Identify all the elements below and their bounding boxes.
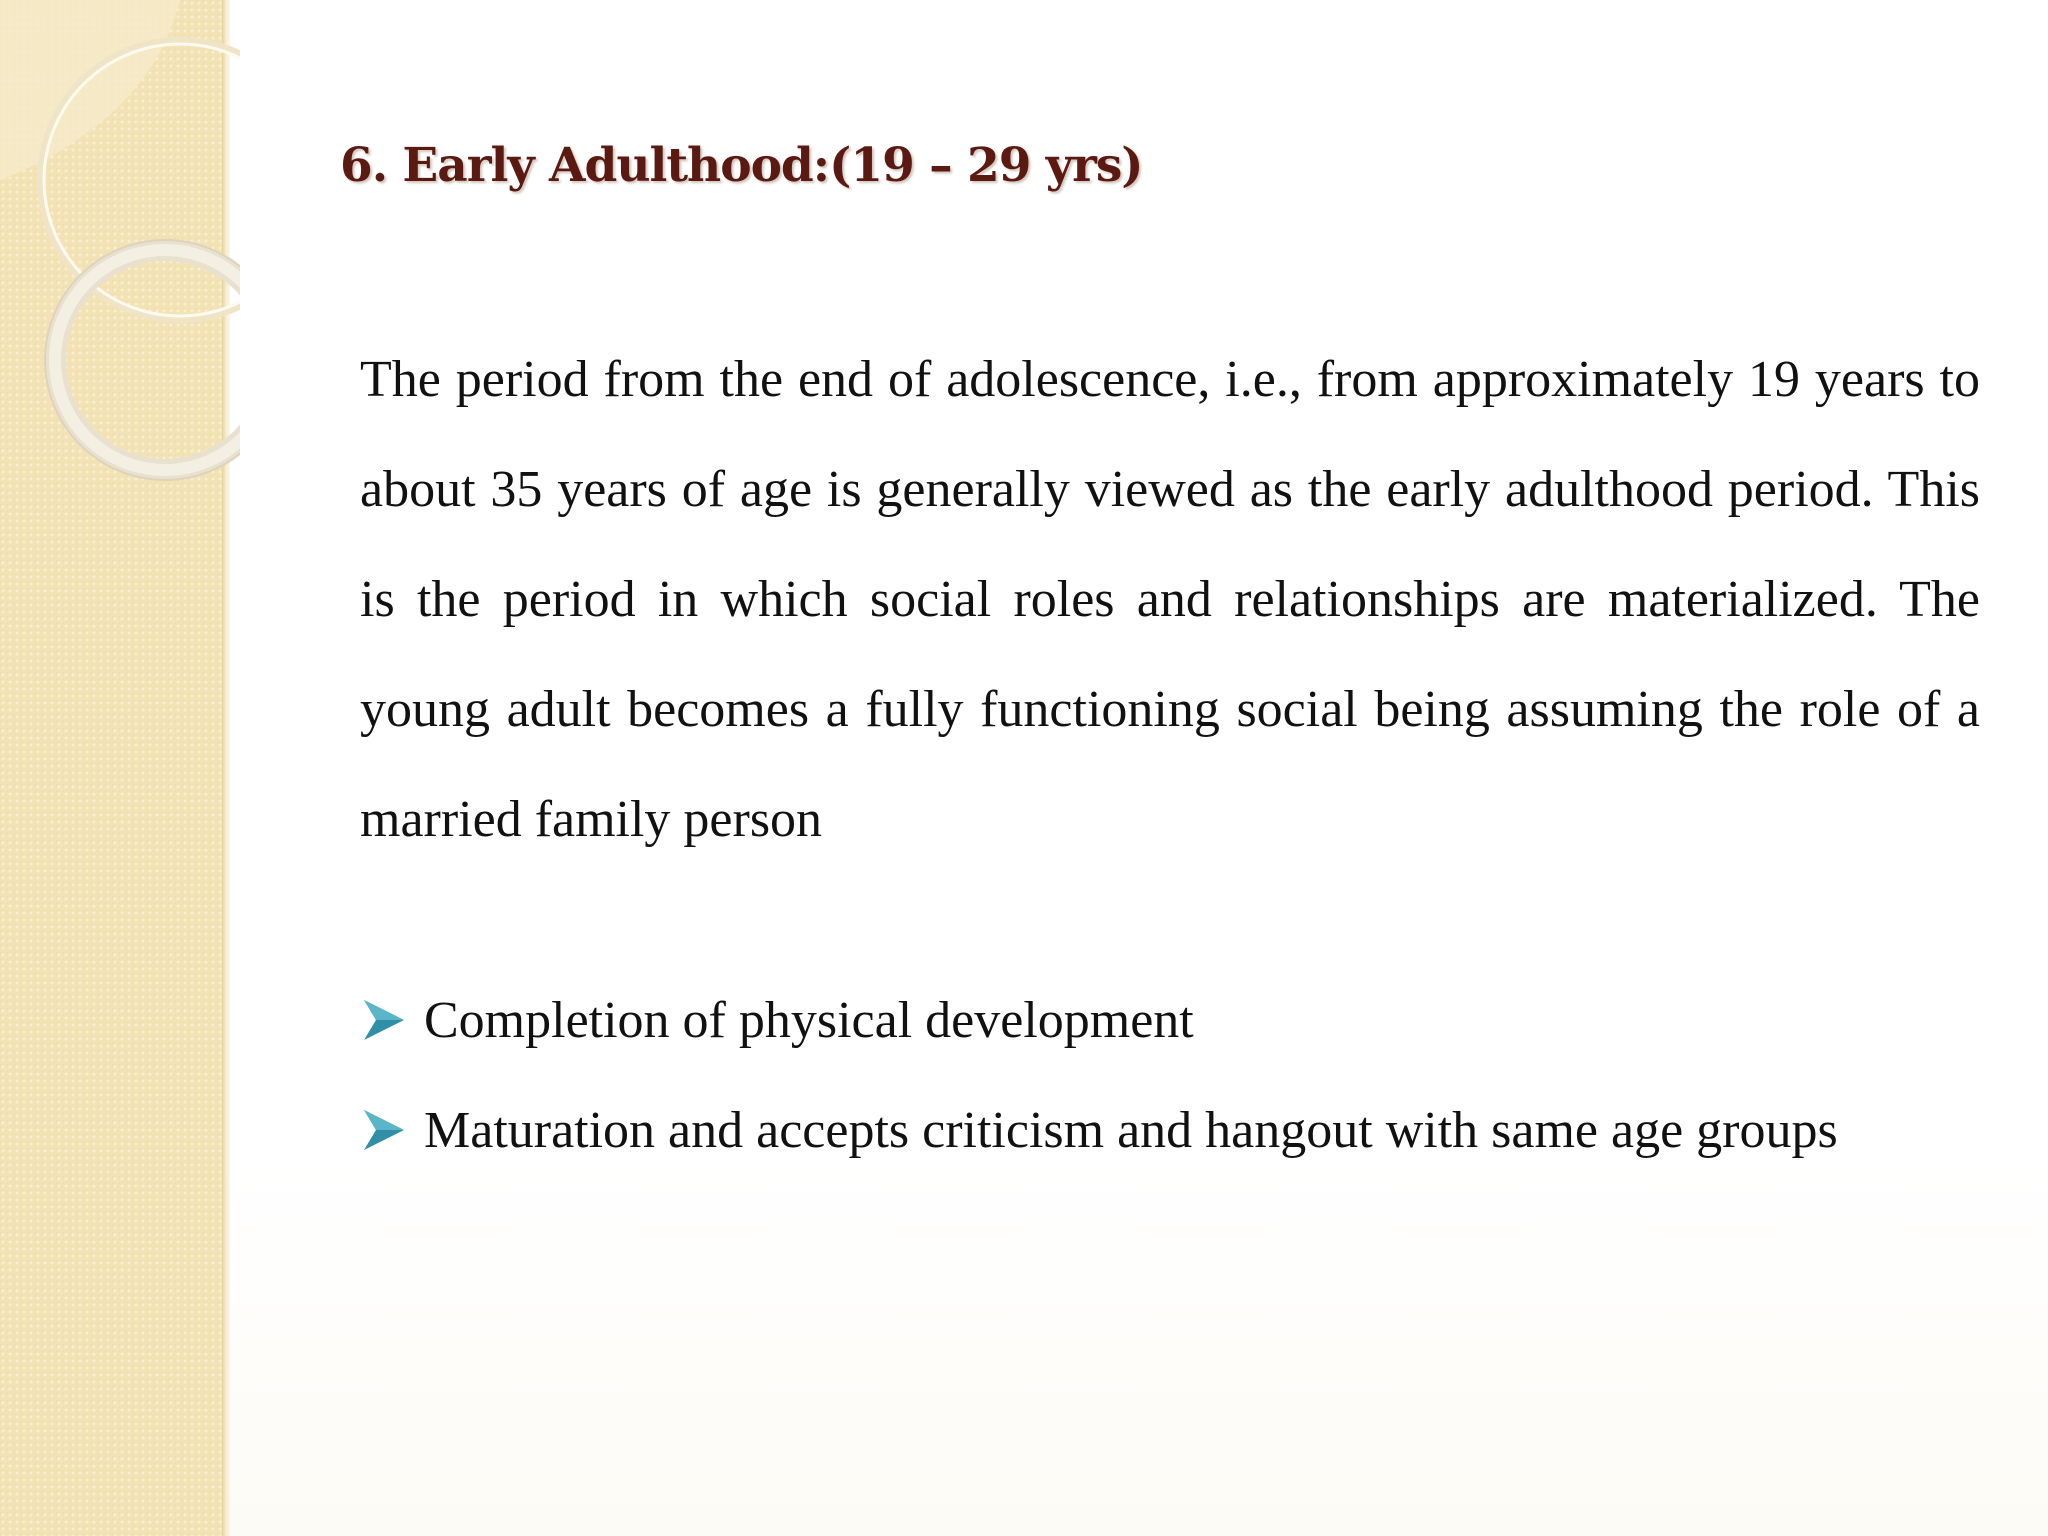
slide-title: 6. Early Adulthood:(19 – 29 yrs) [340, 138, 1143, 193]
bullet-text: Maturation and accepts criticism and hangout with same age groups [424, 1101, 1838, 1159]
bullet-text: Completion of physical development [424, 991, 1194, 1049]
body-paragraph: The period from the end of adolescence, i.e., from approximately 19 years to about 35 years of age is generally viewed as the early adulthood period. This is the period in which social roles and relationships are materialized. The young adult becomes a fully functioning social being assuming the role of a married family person [360, 351, 1980, 848]
list-item [360, 1075, 1838, 1185]
arrow-bullet-icon [360, 1108, 408, 1152]
bullet-list [360, 965, 1838, 1185]
decorative-rings-icon [0, 0, 240, 520]
arrow-bullet-icon [360, 998, 408, 1042]
list-item [360, 965, 1838, 1075]
